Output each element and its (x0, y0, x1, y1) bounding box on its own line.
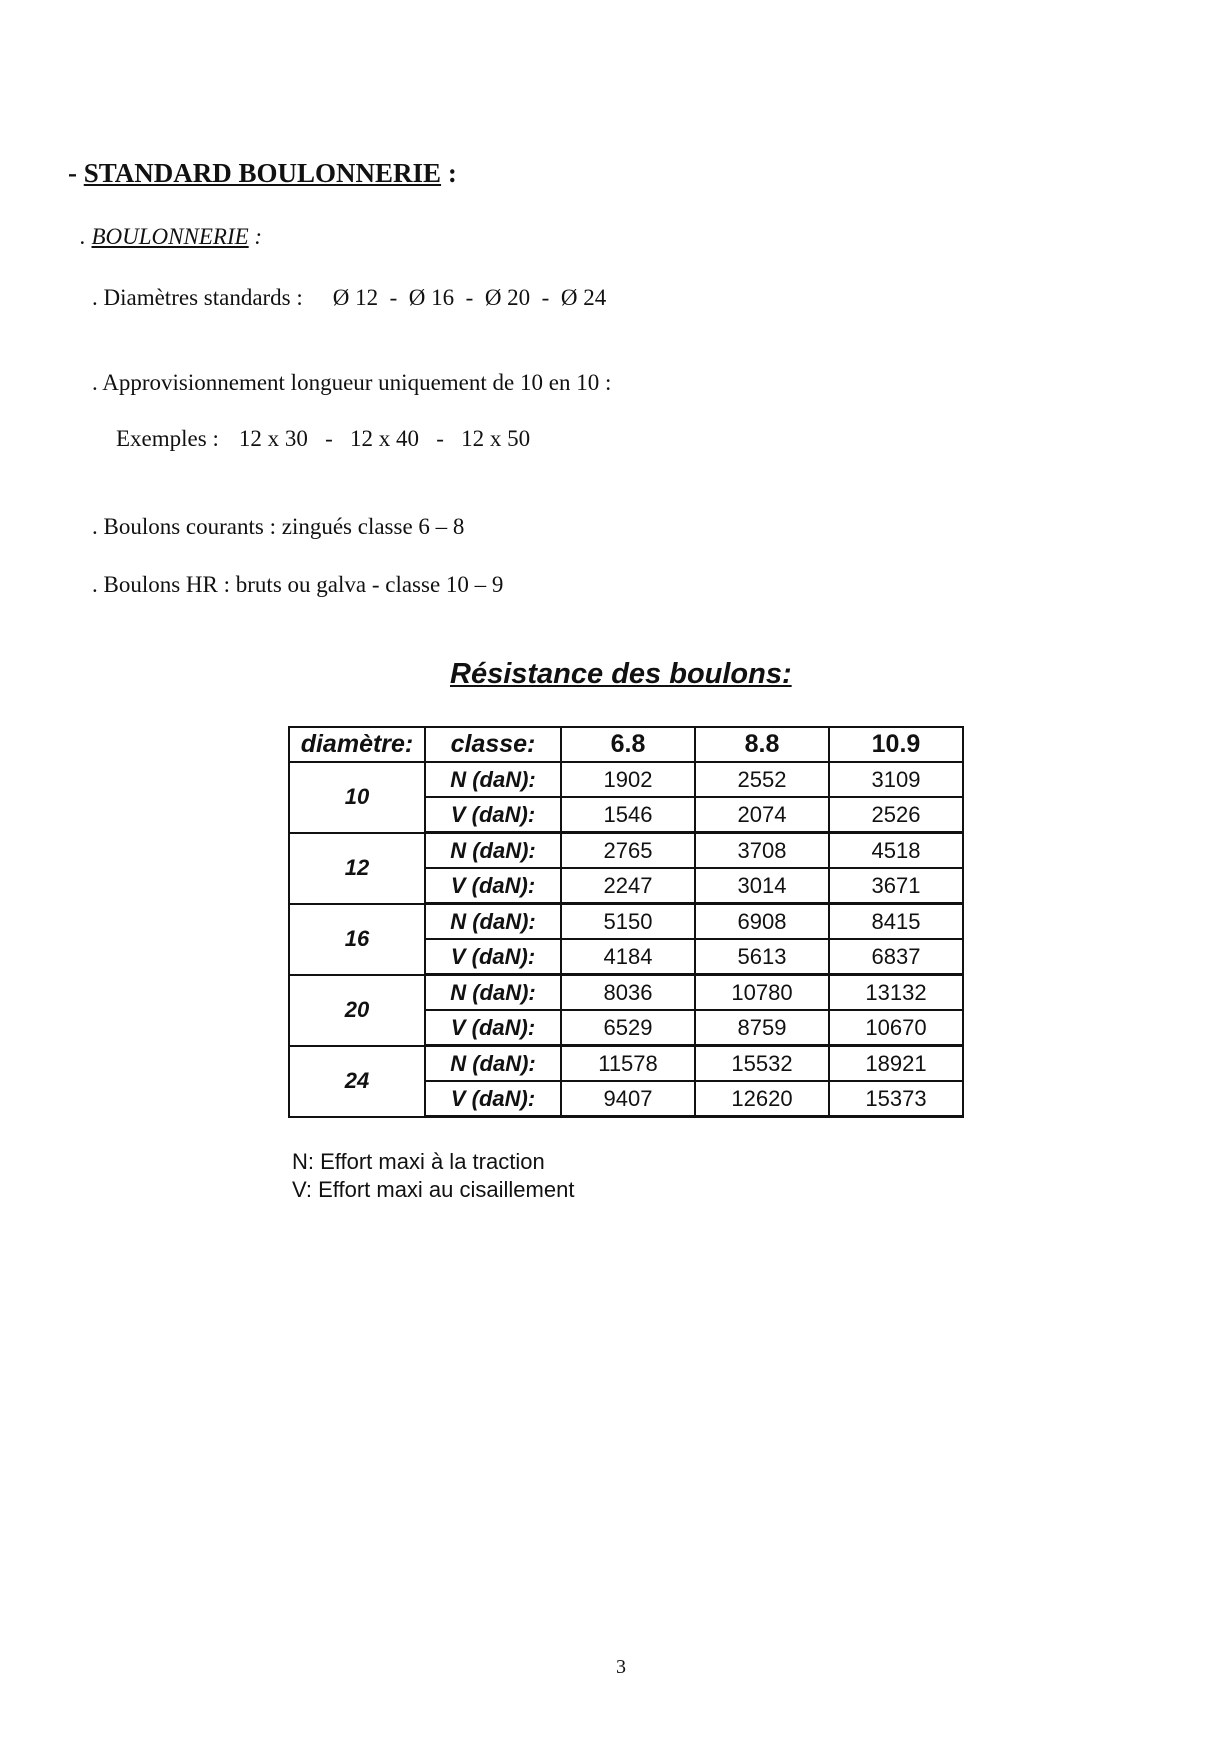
value-cell: 6908 (695, 904, 829, 940)
value-cell: 15373 (829, 1081, 963, 1117)
value-cell: 1902 (561, 762, 695, 797)
boulons-courants-line: . Boulons courants : zingués classe 6 – 8 (92, 514, 465, 539)
heading-suffix: : (441, 158, 457, 188)
table-row (289, 975, 963, 1011)
table-header-row (289, 727, 963, 762)
v-label-cell: V (daN): (425, 1081, 561, 1117)
heading-title: STANDARD BOULONNERIE (83, 158, 442, 188)
n-label-cell: N (daN): (425, 762, 561, 797)
value-cell: 3014 (695, 868, 829, 904)
table-row (289, 833, 963, 869)
value-cell: 8759 (695, 1010, 829, 1046)
subheading-suffix: : (248, 224, 263, 249)
value-cell: 2526 (829, 797, 963, 833)
subheading-prefix: . (80, 224, 92, 249)
value-cell: 15532 (695, 1046, 829, 1082)
header-classe: classe: (425, 727, 561, 762)
table-row (289, 1046, 963, 1082)
value-cell: 3671 (829, 868, 963, 904)
header-class-6-8: 6.8 (561, 727, 695, 762)
value-cell: 11578 (561, 1046, 695, 1082)
value-cell: 12620 (695, 1081, 829, 1117)
page-heading (68, 158, 457, 189)
diametre-cell: 20 (289, 975, 425, 1046)
value-cell: 8036 (561, 975, 695, 1011)
table-row (289, 904, 963, 940)
page-number: 3 (616, 1656, 626, 1678)
diametre-cell: 16 (289, 904, 425, 975)
value-cell: 1546 (561, 797, 695, 833)
diametres-label: . Diamètres standards : (92, 285, 303, 310)
diametres-line (92, 285, 606, 311)
n-label-cell: N (daN): (425, 975, 561, 1011)
value-cell: 8415 (829, 904, 963, 940)
boulons-hr-line: . Boulons HR : bruts ou galva - classe 10 – 9 (92, 572, 504, 597)
heading-prefix: - (68, 158, 84, 188)
value-cell: 5613 (695, 939, 829, 975)
diametre-cell: 10 (289, 762, 425, 833)
diametre-cell: 12 (289, 833, 425, 904)
value-cell: 6837 (829, 939, 963, 975)
exemples-label: Exemples : (116, 426, 219, 451)
value-cell: 10670 (829, 1010, 963, 1046)
approvisionnement-line: . Approvisionnement longueur uniquement de 10 en 10 : (92, 370, 612, 395)
value-cell: 4184 (561, 939, 695, 975)
diametres-values: Ø 12 - Ø 16 - Ø 20 - Ø 24 (332, 285, 607, 310)
value-cell: 10780 (695, 975, 829, 1011)
table-row (289, 762, 963, 797)
header-class-8-8: 8.8 (695, 727, 829, 762)
n-label-cell: N (daN): (425, 904, 561, 940)
value-cell: 9407 (561, 1081, 695, 1117)
value-cell: 5150 (561, 904, 695, 940)
section-subheading (80, 224, 262, 250)
value-cell: 2074 (695, 797, 829, 833)
value-cell: 2765 (561, 833, 695, 869)
legend-v: V: Effort maxi au cisaillement (292, 1177, 575, 1202)
v-label-cell: V (daN): (425, 868, 561, 904)
legend-n: N: Effort maxi à la traction (292, 1149, 545, 1174)
v-label-cell: V (daN): (425, 797, 561, 833)
value-cell: 2247 (561, 868, 695, 904)
exemples-line (116, 426, 530, 452)
value-cell: 3109 (829, 762, 963, 797)
v-label-cell: V (daN): (425, 1010, 561, 1046)
value-cell: 6529 (561, 1010, 695, 1046)
subheading-title: BOULONNERIE (91, 224, 249, 249)
exemples-values: 12 x 30 - 12 x 40 - 12 x 50 (238, 426, 531, 451)
table-title: Résistance des boulons: (450, 658, 792, 690)
diametre-cell: 24 (289, 1046, 425, 1117)
bolt-resistance-table (288, 726, 964, 1118)
value-cell: 3708 (695, 833, 829, 869)
header-diametre: diamètre: (289, 727, 425, 762)
value-cell: 4518 (829, 833, 963, 869)
value-cell: 13132 (829, 975, 963, 1011)
n-label-cell: N (daN): (425, 833, 561, 869)
header-class-10-9: 10.9 (829, 727, 963, 762)
n-label-cell: N (daN): (425, 1046, 561, 1082)
value-cell: 18921 (829, 1046, 963, 1082)
v-label-cell: V (daN): (425, 939, 561, 975)
value-cell: 2552 (695, 762, 829, 797)
